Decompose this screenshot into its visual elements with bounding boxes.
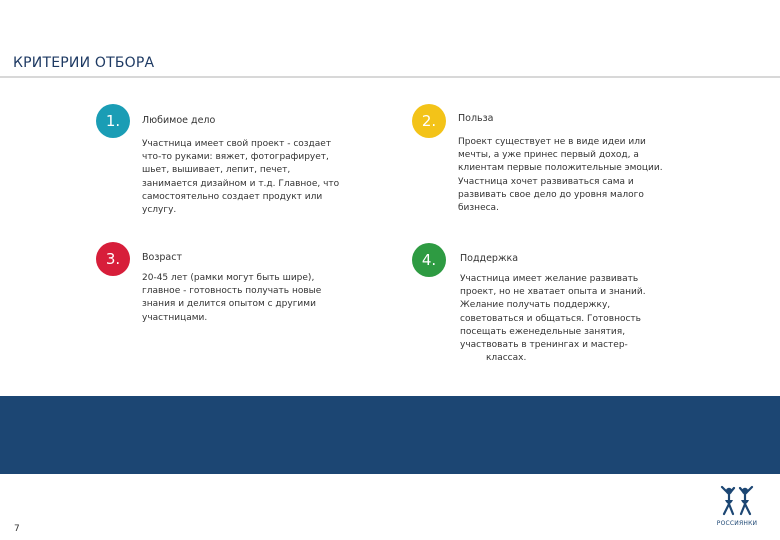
criterion-4-description bbox=[460, 273, 646, 365]
text-line: Участница имеет желание развивать bbox=[460, 274, 639, 284]
logo-wordmark: РОССИЯНКИ bbox=[716, 520, 758, 527]
criterion-2-description bbox=[458, 136, 663, 215]
text-line: участвовать в тренингах и мастер- bbox=[460, 340, 628, 351]
text-line: Участница хочет развиваться сама и bbox=[458, 176, 634, 187]
text-line: что-то руками: вяжет, фотографирует, bbox=[142, 152, 329, 163]
criterion-1-heading: Любимое дело bbox=[142, 115, 216, 126]
criterion-1-number-badge: 1. bbox=[96, 104, 130, 138]
criterion-4-number-badge: 4. bbox=[412, 243, 446, 277]
text-line: знания и делится опытом с другими bbox=[142, 299, 316, 310]
text-line: советоваться и общаться. Готовность bbox=[460, 313, 641, 324]
criterion-3-number-badge: 3. bbox=[96, 242, 130, 276]
text-line: проект, но не хватает опыта и знаний. bbox=[460, 287, 646, 298]
text-line: 20-45 лет (рамки могут быть шире), bbox=[142, 273, 315, 283]
brand-logo bbox=[712, 484, 762, 532]
criterion-4-heading: Поддержка bbox=[460, 253, 519, 264]
text-line: клиентам первые положительные эмоции. bbox=[458, 163, 663, 174]
text-line: услугу. bbox=[142, 205, 177, 216]
text-line: бизнеса. bbox=[458, 203, 499, 214]
text-line: Участница имеет свой проект - создает bbox=[142, 139, 332, 149]
page-number: 7 bbox=[14, 524, 20, 534]
text-line: занимается дизайном и т.д. Главное, что bbox=[142, 178, 340, 189]
title-divider bbox=[0, 76, 780, 78]
text-line: мечты, а уже принес первый доход, а bbox=[458, 150, 639, 161]
criterion-2-number-badge: 2. bbox=[412, 104, 446, 138]
text-line: самостоятельно создает продукт или bbox=[142, 191, 323, 202]
page-title: КРИТЕРИИ ОТБОРА bbox=[13, 55, 155, 71]
footer-band bbox=[0, 396, 780, 474]
text-line: Проект существует не в виде идеи или bbox=[458, 137, 646, 147]
criterion-1-description bbox=[142, 138, 339, 217]
text-line: шьет, вышивает, лепит, печет, bbox=[142, 165, 291, 176]
text-line: посещать еженедельные занятия, bbox=[460, 326, 626, 337]
criterion-2-heading: Польза bbox=[458, 113, 494, 124]
criterion-3-description bbox=[142, 272, 321, 325]
text-line: главное - готовность получать новые bbox=[142, 286, 322, 297]
text-line: Желание получать поддержку, bbox=[460, 300, 611, 311]
text-line: участницами. bbox=[142, 312, 208, 323]
text-line: классах. bbox=[486, 353, 527, 364]
criterion-3-heading: Возраст bbox=[142, 252, 182, 263]
text-line: развивать свое дело до уровня малого bbox=[458, 189, 644, 200]
two-figures-logo-icon bbox=[712, 484, 762, 520]
